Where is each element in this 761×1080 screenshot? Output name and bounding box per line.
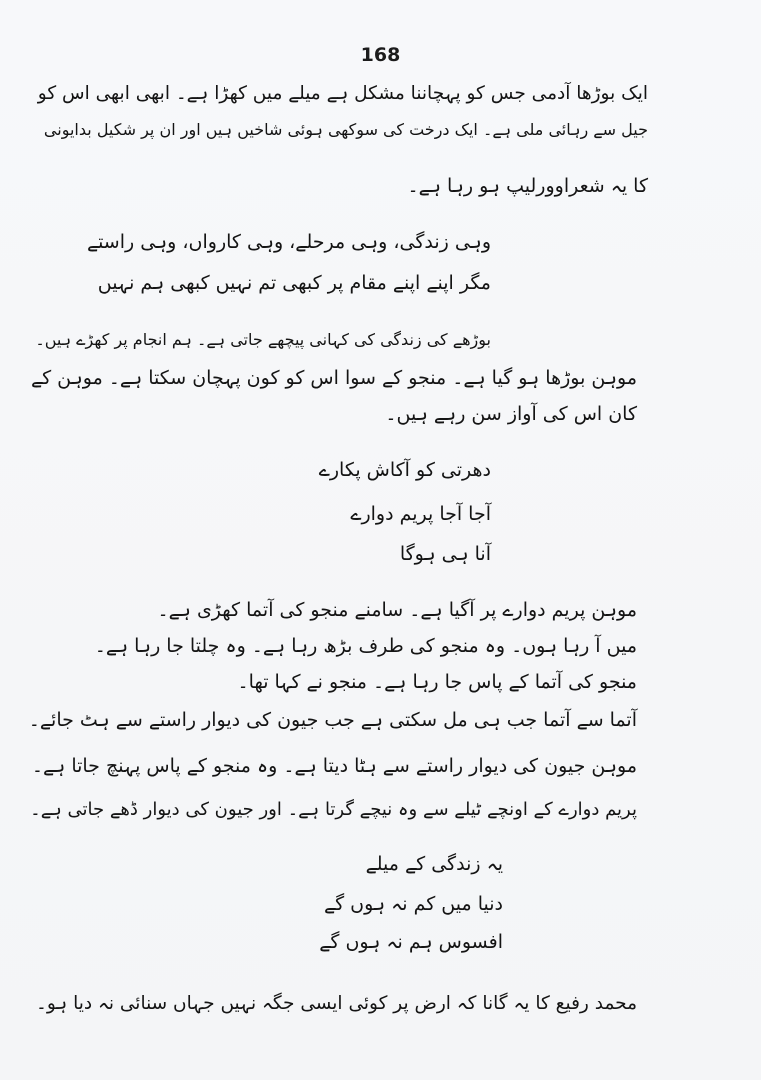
song-line-4: یہ زندگی کے میلے <box>365 853 503 875</box>
text-line-1: ایک بوڑھا آدمی جس کو پہچاننا مشکل ہے میلے میں کھڑا ہے۔ ابھی ابھی اس کو <box>37 83 648 104</box>
text-line-6: کان اس کی آواز سن رہے ہیں۔ <box>385 403 637 425</box>
text-line-10: آتما سے آتما جب ہی مل سکتی ہے جب جیون کی دیوار راستے سے ہٹ جائے۔ <box>28 709 637 731</box>
text-line-11: موہن جیون کی دیوار راستے سے ہٹا دیتا ہے۔ وہ منجو کے پاس پہنچ جاتا ہے۔ <box>31 755 637 777</box>
text-line-5: موہن بوڑھا ہو گیا ہے۔ منجو کے سوا اس کو کون پہچان سکتا ہے۔ موہن کے <box>30 367 637 389</box>
song-line-3: آنا ہی ہوگا <box>399 543 491 565</box>
song-line-1: دھرتی کو آکاش پکارے <box>318 459 491 481</box>
text-line-4: بوڑھے کی زندگی کی کہانی پیچھے جاتی ہے۔ ہم انجام پر کھڑے ہیں۔ <box>35 330 491 349</box>
text-line-12: پریم دوارے کے اونچے ٹیلے سے وہ نیچے گرتا ہے۔ اور جیون کی دیوار ڈھے جاتی ہے۔ <box>30 799 637 820</box>
text-line-8: میں آ رہا ہوں۔ وہ منجو کی طرف بڑھ رہا ہے۔ وہ چلتا جا رہا ہے۔ <box>94 635 637 657</box>
text-line-7: موہن پریم دوارے پر آگیا ہے۔ سامنے منجو کی آتما کھڑی ہے۔ <box>157 599 637 621</box>
text-line-2: جیل سے رہائی ملی ہے۔ ایک درخت کی سوکھی ہوئی شاخیں ہیں اور ان پر شکیل بدایونی <box>43 120 648 139</box>
song-line-6: افسوس ہم نہ ہوں گے <box>319 931 503 953</box>
verse-line-2: مگر اپنے اپنے مقام پر کبھی تم نہیں کبھی ہم نہیں <box>97 272 491 294</box>
verse-line-1: وہی زندگی، وہی مرحلے، وہی کارواں، وہی راستے <box>86 231 491 253</box>
text-line-9: منجو کی آتما کے پاس جا رہا ہے۔ منجو نے کہا تھا۔ <box>237 671 637 693</box>
song-line-2: آجا آجا پریم دوارے <box>350 503 491 525</box>
text-line-13: محمد رفیع کا یہ گانا کہ ارض پر کوئی ایسی جگہ نہیں جہاں سنائی نہ دیا ہو۔ <box>36 993 637 1014</box>
page-number: 168 <box>360 44 401 66</box>
text-line-3: کا یہ شعراوورلیپ ہو رہا ہے۔ <box>407 175 648 197</box>
song-line-5: دنیا میں کم نہ ہوں گے <box>323 893 503 915</box>
